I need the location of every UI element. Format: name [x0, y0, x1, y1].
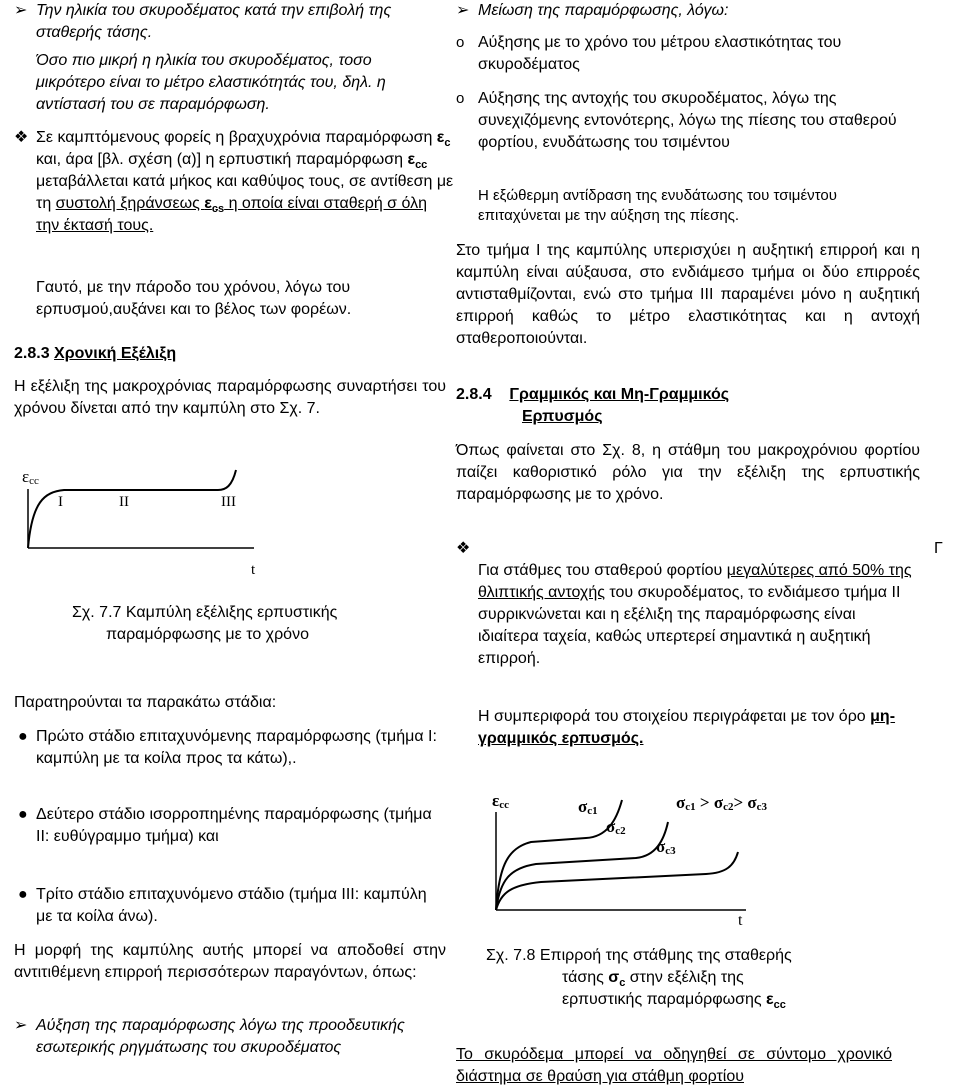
diamond-bullet-bending	[14, 127, 454, 237]
bullet-text	[36, 127, 454, 237]
dot-bullet-stage-2	[14, 804, 444, 848]
o-bullet-strength	[456, 88, 916, 154]
paragraph-segments	[456, 240, 920, 350]
paragraph-text: Όπως φαίνεται στο Σχ. 8, η στάθμη του μακροχρόνιου φορτίου παίζει καθοριστικό ρόλο για την εξέλιξη της ερπυστικής παραμόρφωσης με το χρόνο.	[456, 442, 920, 503]
text-run: ερπυστικής παραμόρφωσης	[562, 991, 767, 1008]
section-title: Χρονική Εξέλιξη	[54, 345, 177, 362]
caption-line: Σχ. 7.7 Καμπύλη εξέλιξης ερπυστικής	[72, 604, 338, 621]
paragraph-above-50	[478, 560, 918, 670]
fig78-xlabel: t	[738, 912, 743, 929]
arrow-bullet-increase	[14, 1015, 454, 1059]
paragraph-stages	[14, 692, 276, 714]
fig77-region-3: III	[221, 494, 236, 510]
diamond-bullet-icon: ❖	[456, 540, 471, 557]
paragraph-failure	[456, 1044, 892, 1088]
text-run: τάσης	[562, 969, 609, 986]
caption-line: παραμόρφωσης με το χρόνο	[106, 626, 309, 643]
circle-bullet-icon: o	[456, 90, 465, 107]
circle-bullet-icon: o	[456, 34, 465, 51]
paragraph-stress-level	[456, 440, 920, 506]
underlined-text: συστολή ξηράνσεως	[55, 195, 205, 212]
symbol-eps: ε	[436, 129, 445, 146]
paragraph-text: Η εξέλιξη της μακροχρόνιας παραμόρφωσης συναρτήσει του χρόνου δίνεται από την καμπύλη στο Σχ. 7.	[14, 378, 446, 417]
arrow-bullet-icon: ➢	[14, 2, 28, 19]
arrow-bullet-age	[14, 0, 454, 44]
bullet-text: Δεύτερο στάδιο ισορροπημένης παραμόρφωσης (τμήμα ΙΙ: ευθύγραμμο τμήμα) και	[36, 806, 432, 845]
paragraph-curve-shape	[14, 940, 446, 984]
bullet-text: Πρώτο στάδιο επιταχυνόμενης παραμόρφωσης (τμήμα Ι: καμπύλη με τα κοίλα προς τα κάτω),.	[36, 728, 437, 767]
symbol-sub: cc	[773, 999, 786, 1012]
symbol-eps: ε	[204, 195, 212, 212]
dot-bullet-stage-1	[14, 726, 444, 770]
underlined-term: μη-γραμμικός ερπυσμός.	[478, 708, 896, 747]
fig78-curve-sc2	[496, 822, 668, 910]
text-run: στην εξέλιξη της	[625, 969, 744, 986]
symbol-sub: cc	[415, 159, 428, 172]
caption-fig-7-8	[486, 945, 926, 1011]
fig78-curve-sc3	[496, 852, 738, 910]
section-title: Γραμμικός και Μη-Γραμμικός	[509, 386, 730, 403]
fig78-relation: σc1 > σc2> σc3	[676, 793, 768, 813]
section-title: Ερπυσμός	[522, 408, 603, 425]
fig78-label-sc3: σc3	[656, 837, 676, 857]
underlined-text: μεγαλύτερες από 50% της θλιπτικής αντοχής	[478, 562, 912, 601]
arrow-bullet-icon: ➢	[456, 2, 470, 19]
o-bullet-modulus	[456, 32, 916, 76]
caption-line: Σχ. 7.8 Επιρροή της στάθμης της σταθερής	[486, 947, 792, 964]
fig78-label-sc2: σc2	[606, 817, 626, 837]
dot-bullet-stage-3	[14, 884, 444, 928]
symbol-eps: ε	[766, 991, 774, 1008]
fig77-region-1: I	[58, 494, 63, 510]
bullet-text: Τρίτο στάδιο επιταχυνόμενο στάδιο (τμήμα ΙΙΙ: καμπύλη με τα κοίλα άνω).	[36, 886, 427, 925]
text-run: Η συμπεριφορά του στοιχείου περιγράφεται με τον όρο	[478, 708, 871, 725]
bullet-text: Μείωση της παραμόρφωσης, λόγω:	[478, 2, 729, 19]
section-number: 2.8.4	[456, 386, 492, 403]
paragraph-text: Παρατηρούνται τα παρακάτω στάδια:	[14, 694, 277, 711]
fig78-curve-sc1	[496, 800, 622, 910]
symbol-sigma: σ	[608, 969, 620, 986]
symbol-eps: ε	[407, 151, 416, 168]
arrow-bullet-icon: ➢	[14, 1017, 28, 1034]
paragraph-text: Γαυτό, με την πάροδο του χρόνου, λόγω του ερπυσμού,αυξάνει και το βέλος των φορέων.	[36, 279, 352, 318]
arrow-bullet-reduction	[456, 0, 936, 22]
fig78-label-sc1: σc1	[578, 797, 598, 817]
paragraph-text: Το σκυρόδεμα μπορεί να οδηγηθεί σε σύντομο χρονικό διάστημα σε θραύση για στάθμη φορτίου	[456, 1046, 892, 1085]
dot-bullet-icon: ●	[18, 728, 28, 745]
section-heading-283	[14, 343, 176, 365]
bullet-text: Την ηλικία του σκυροδέματος κατά την επιβολή της σταθερής τάσης.	[36, 2, 392, 41]
paragraph-deflection	[36, 277, 451, 321]
fig77-region-2: II	[119, 494, 129, 510]
paragraph-nonlinear-term	[478, 706, 918, 750]
diamond-bullet-icon: ❖	[14, 129, 29, 146]
caption-fig-7-7	[72, 602, 442, 646]
fig77-xlabel: t	[251, 562, 256, 578]
text-run: του σκυροδέματος, το ενδιάμεσο τμήμα ΙΙ συρρικνώνεται και η εξέλιξη της παραμόρφωσης είναι ιδιαίτερα ταχεία, καθώς υπερτερεί σημαντικά η αυξητική επιρροή.	[478, 584, 901, 667]
text-run: Σε καμπτόμενους φορείς η βραχυχρόνια παραμόρφωση	[36, 129, 437, 146]
symbol-sub: cs	[211, 203, 225, 216]
underlined-text: η οποία είναι σταθερή σ όλη την έκτασή τους.	[36, 195, 427, 234]
text-run: Για στάθμες του σταθερού φορτίου	[478, 562, 727, 579]
symbol-sub: c	[619, 977, 626, 990]
stray-letter: Γ	[934, 540, 943, 557]
note-text: Η εξώθερμη αντίδραση της ενυδάτωσης του τσιμέντου επιταχύνεται με την αύξηση της πίεσης.	[478, 187, 837, 224]
bullet-text: Αύξηση της παραμόρφωσης λόγω της προοδευτικής εσωτερικής ρηγμάτωσης του σκυροδέματος	[36, 1017, 405, 1056]
paragraph-text: Η μορφή της καμπύλης αυτής μπορεί να αποδοθεί στην αντιτιθέμενη επιρροή περισσότερων παραγόντων, όπως:	[14, 942, 446, 981]
symbol-sub: c	[444, 137, 451, 150]
paragraph-text: Όσο πιο μικρή η ηλικία του σκυροδέματος, τοσο μικρότερο είναι το μέτρο ελαστικότητάς του, δηλ. η αντίστασή του σε παραμόρφωση.	[36, 52, 386, 113]
section-number: 2.8.3	[14, 345, 50, 362]
bullet-text: Αύξησης της αντοχής του σκυροδέματος, λόγω της συνεχιζόμενης εντονότερης, λόγω της πίεσης του σταθερού φορτίου, ενυδάτωσης του τσιμέντου	[478, 90, 897, 151]
fig77-ylabel: εcc	[22, 467, 39, 487]
paragraph-younger-age	[36, 50, 436, 116]
paragraph-curve-intro	[14, 376, 446, 420]
fig78-ylabel: εcc	[492, 791, 510, 811]
section-heading-284	[456, 384, 926, 428]
paragraph-text: Στο τμήμα Ι της καμπύλης υπερισχύει η αυξητική επιρροή και η καμπύλη είναι αύξαυσα, στο ενδιάμεσο τμήμα οι δύο επιρροές αντισταθμίζονται, ενώ στο τμήμα ΙΙΙ παραμένει μόνο η αυξητική επιρροή καθώς το μέτρο ελαστικότητας και η αντοχή σταθεροποιούνται.	[456, 242, 920, 347]
dot-bullet-icon: ●	[18, 806, 28, 823]
text-run: μεταβάλλεται κατά μήκος και καθύψος τους, σε αντίθεση με τη	[36, 173, 454, 212]
figure-7-8	[486, 780, 916, 930]
note-exothermic	[478, 186, 908, 226]
bullet-text: Αύξησης με το χρόνο του μέτρου ελαστικότητας του σκυροδέματος	[478, 34, 842, 73]
dot-bullet-icon: ●	[18, 886, 28, 903]
text-run: και, άρα [βλ. σχέση (α)] η ερπυστική παραμόρφωση	[36, 151, 408, 168]
figure-7-7	[14, 462, 294, 582]
